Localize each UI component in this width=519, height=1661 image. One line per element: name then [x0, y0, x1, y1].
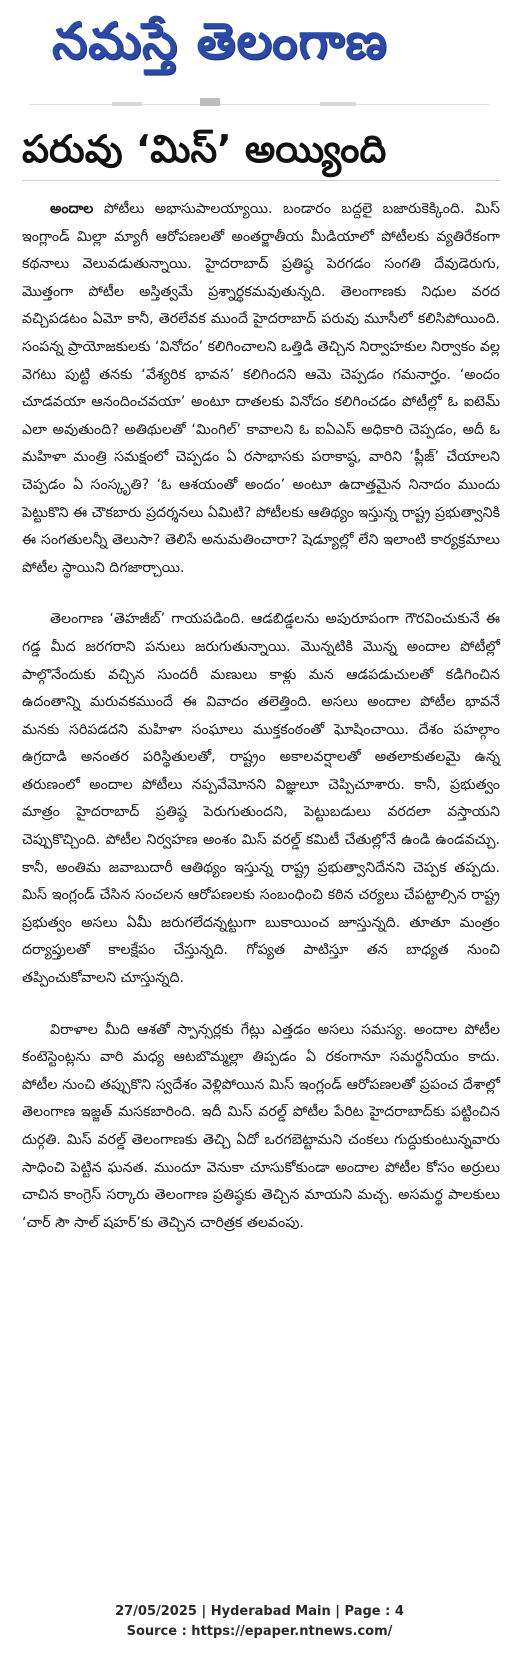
divider-line: [30, 104, 489, 105]
divider-mark: [200, 98, 220, 106]
divider-mark: [320, 102, 356, 106]
headline-block: [22, 120, 500, 181]
headline: పరువు ‘మిస్’ అయ్యింది: [22, 127, 387, 171]
paragraph-text: పోటీలు అభాసుపాలయ్యాయి. బండారం బద్దలై బజారుకెక్కింది. మిస్ ఇంగ్లాండ్ మిల్లా మ్యాగీ ఆరోపణలతో అంతర్జాతీయ మీడియాలో పోటీలకు వ్యతిరేకంగా కథనాలు వెలువడుతున్నాయి. హైదరాబాద్ ప్రతిష్ఠ పెరగడం సంగతి దేవుడెరుగు, మొత్తంగా పోటీల అస్తిత్వమే ప్రశ్నార్థకమవుతున్నది. తెలంగాణకు నిధుల వరద వచ్చిపడటం ఏమో కానీ, తెరలేవక ముందే హైదరాబాద్ పరువు మూసీలో కలిసిపోయింది. సంపన్న ప్రాయోజకులకు ‘వినోదం’ కలిగించాలని ఒత్తిడి తెచ్చిన నిర్వాహకుల నిర్వాకం వల్ల వెగటు పుట్టి తనకు ‘వేశ్యరిక భావన’ కలిగిందని ఆమె చెప్పడం గమనార్హం. ‘అందం చూడవయా ఆనందించవయా’ అంటూ దాతలకు వినోదం కలిగించడం పోటీల్లో ఓ ఐటెమ్ ఎలా అవుతుంది? అతిథులతో ‘మింగిల్’ కావాలని ఓ ఐఏఎస్ అధికారి చెప్పడం, అదీ ఓ మహిళా మంత్రి సమక్షంలో చెప్పడం ఏ రసాభాసకు పరాకాష్ఠ, వారిని ‘ప్లీజ్’ చేయాలని చెప్పడం ఏ సంస్కృతి? ‘ఓ ఆశయంతో అందం’ అంటూ ఉదాత్తమైన నినాదం ముందు పెట్టుకొని ఈ చౌకబారు ప్రదర్శనలు ఏమిటి? పోటీలకు ఆతిథ్యం ఇస్తున్న రాష్ట్ర ప్రభుత్వానికి ఈ సంగతులన్నీ తెలుసా? తెలిసే అనుమతించారా? షెడ్యూల్లో లేని ఇలాంటి కార్యక్రమాలు పోటీల స్థాయిని దిగజార్చాయి.: [22, 201, 500, 576]
article-paragraph-1: [22, 196, 500, 582]
article-body: [22, 196, 500, 1261]
source-link[interactable]: Source : https://epaper.ntnews.com/: [126, 1624, 393, 1639]
divider-mark: [112, 102, 142, 106]
article-paragraph-3: విరాళాల మీది ఆశతో స్పాన్సర్లకు గేట్లు ఎత్తడం అసలు సమస్య. అందాల పోటీల కంటెస్టెంట్లను వారి మధ్య ఆటబొమ్మల్లా తిప్పడం ఏ రకంగానూ సమర్థనీయం కాదు. పోటీల నుంచి తప్పుకొని స్వదేశం వెళ్లిపోయిన మిస్ ఇంగ్లండ్ ఆరోపణలతో ప్రపంచ దేశాల్లో తెలంగాణ ఇజ్జత్ మసకబారింది. ఇదీ మిస్ వరల్డ్ పోటీల పేరిట హైదరాబాద్‌కు పట్టించిన దుర్గతి. మిస్ వరల్డ్ తెలంగాణకు తెచ్చి ఏదో ఒరగబెట్టామని చంకలు గుద్దుకుంటున్నవారు సాధించి పెట్టిన ఘనత. ముందూ వెనుకా చూసుకోకుండా అందాల పోటీల కోసం అర్రులు చాచిన కాంగ్రెస్ సర్కారు తెలంగాణ ప్రతిష్ఠకు తెచ్చిన మాయని మచ్చ. అసమర్థ పాలకులు ‘చార్ సౌ సాల్ షహర్’కు తెచ్చిన చారిత్రక తలవంపు.: [22, 1021, 500, 1231]
article-paragraph-2: తెలంగాణ ‘తెహజీబ్’ గాయపడింది. ఆడబిడ్డలను అపురూపంగా గౌరవించుకునే ఈ గడ్డ మీద జరగరాని పనులు జరుగుతున్నాయి. మొన్నటికి మొన్న అందాల పోటీల్లో పాల్గొనేందుకు వచ్చిన సుందరీ మణులు కాళ్లు మన ఆడపడుచులతో కడిగించిన ఉదంతాన్ని మరువకముందే ఈ వివాదం తలెత్తింది. అసలు అందాల పోటీల భావనే మనకు సరిపడదని మహిళా సంఘాలు ముక్తకంఠంతో ఘోషించాయి. దేశం పహల్గాం ఉగ్రదాడి అనంతర పరిస్థితులతో, రాష్ట్రం అకాలవర్షాలతో అతలాకుతలమై ఉన్న తరుణంలో అందాల పోటీలు నప్పవేమోనని విజ్ఞులూ చెప్పిచూశారు. కానీ, ప్రభుత్వం మాత్రం హైదరాబాద్ ప్రతిష్ఠ పెరుగుతుందని, పెట్టుబడులు వరదలా వస్తాయని చెప్పుకొచ్చింది. పోటీల నిర్వహణ అంశం మిస్ వరల్డ్ కమిటీ చేతుల్లోనే ఉండి ఉండవచ్చు. కానీ, అంతిమ జవాబుదారీ ఆతిథ్యం ఇస్తున్న రాష్ట్ర ప్రభుత్వానిదేనని చెప్పక తప్పదు. మిస్ ఇంగ్లండ్ చేసిన సంచలన ఆరోపణలకు సంబంధించి కఠిన చర్యలు చేపట్టాల్సిన రాష్ట్ర ప్రభుత్వం అసలు ఏమీ జరుగలేదన్నట్టుగా బుకాయించ జూస్తున్నది. తూతూ మంత్రం దర్యాప్తులతో కాలక్షేపం చేస్తున్నది. గోప్యత పాటిస్తూ తన బాధ్యత నుంచి తప్పించుకోవాలని చూస్తున్నది.: [22, 611, 500, 987]
edition-info: 27/05/2025 | Hyderabad Main | Page : 4: [115, 1604, 404, 1619]
newspaper-logo: నమస్తే తెలంగాణ: [52, 12, 388, 70]
masthead-divider: [0, 88, 519, 116]
page-footer: [0, 1602, 519, 1642]
lead-word: అందాల: [50, 201, 94, 217]
masthead: [0, 0, 519, 88]
